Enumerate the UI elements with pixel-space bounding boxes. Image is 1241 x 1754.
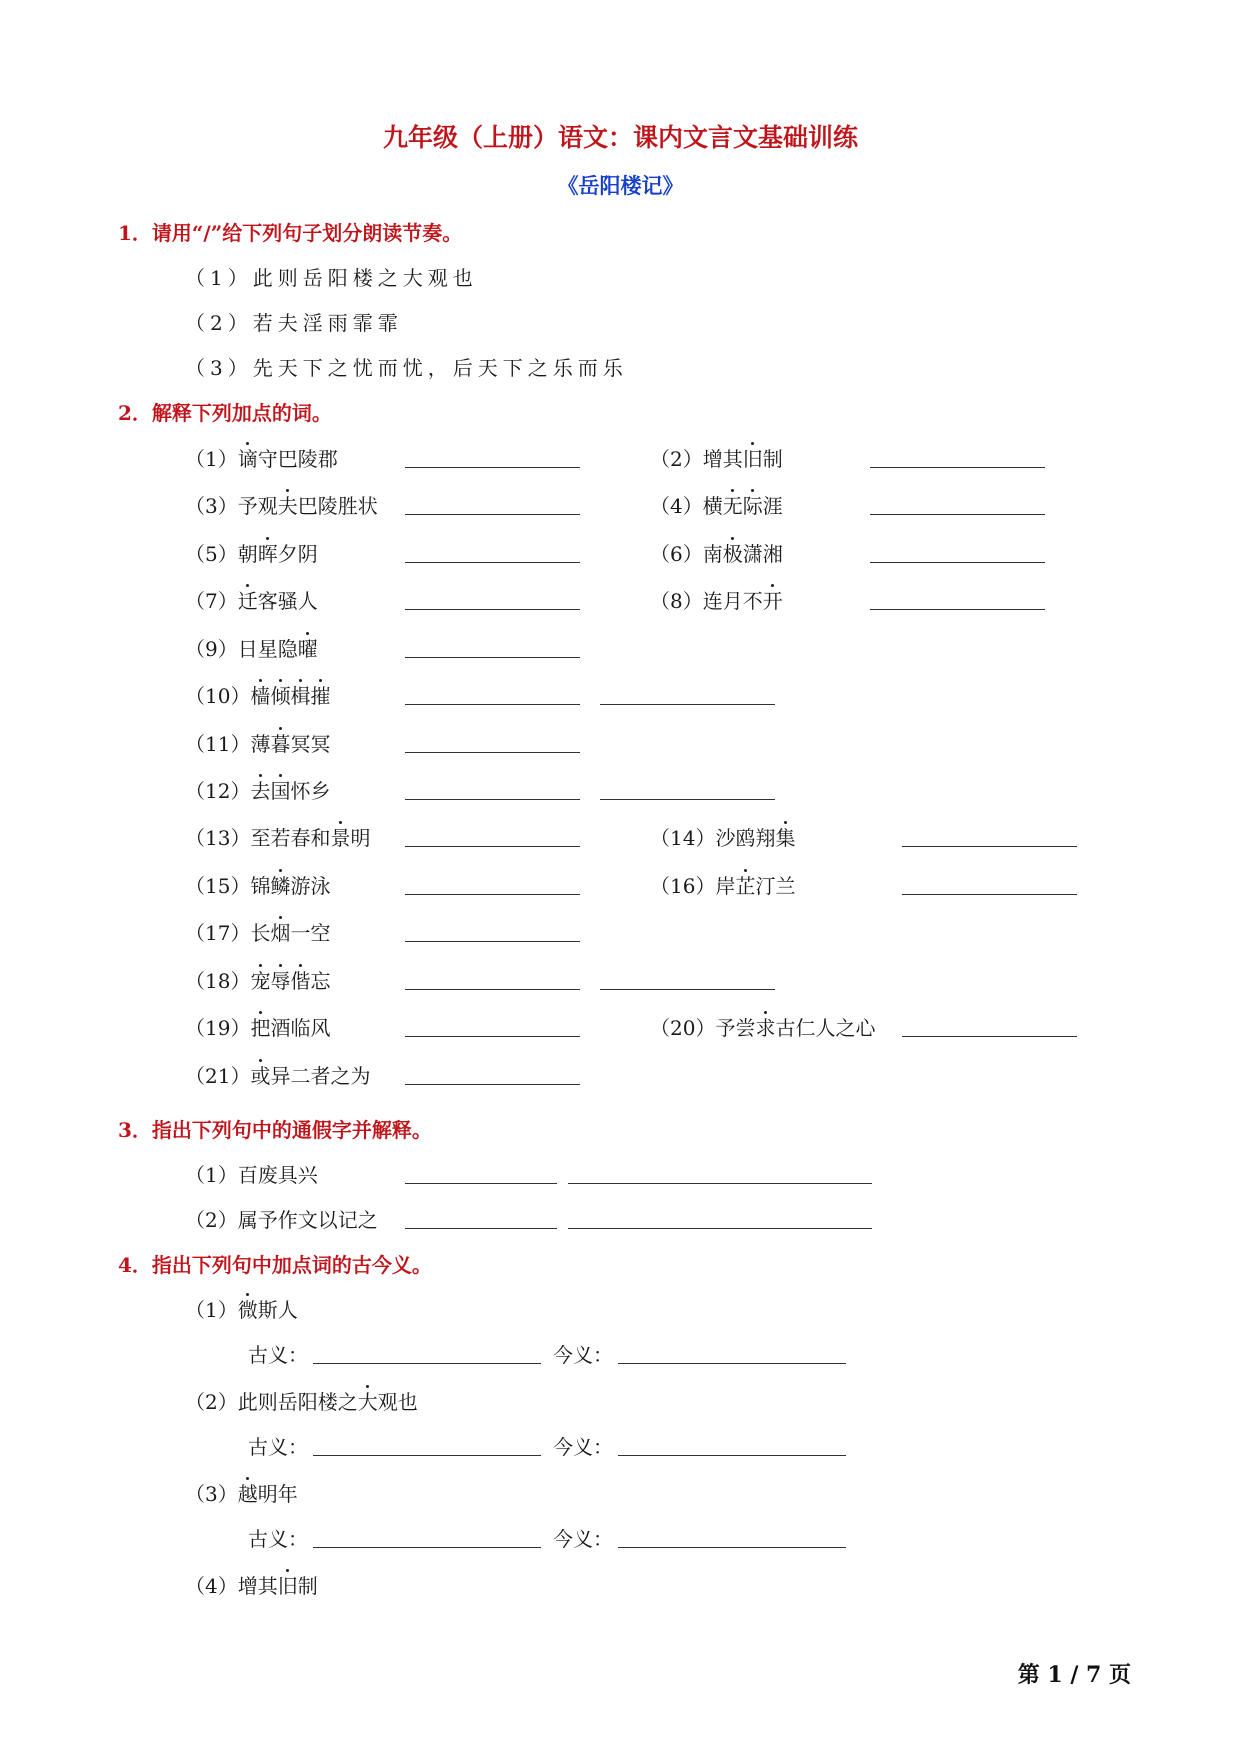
- section-2-heading: 2．解释下列加点的词。: [118, 401, 332, 425]
- dotted-char: 旧: [742, 447, 763, 471]
- item-text: 朝: [237, 542, 258, 566]
- item-text: 观也: [377, 1390, 418, 1414]
- dotted-char: 或: [250, 1064, 271, 1088]
- s2-blank-18-2[interactable]: [600, 989, 775, 990]
- s2-item-12: [185, 775, 330, 804]
- s2-blank-6-1[interactable]: [870, 562, 1045, 563]
- modern-meaning-label: 今义：: [553, 1435, 613, 1459]
- s2-item-3: [185, 490, 378, 519]
- modern-meaning-label: 今义：: [553, 1343, 613, 1367]
- item-number: （6）: [650, 542, 703, 566]
- s2-blank-10-1[interactable]: [405, 704, 580, 705]
- s2-item-8: [650, 585, 783, 614]
- item-text: 冥冥: [290, 732, 331, 756]
- s3-blank-char-1[interactable]: [405, 1183, 557, 1184]
- dotted-char: 倾: [270, 684, 291, 708]
- item-number: （4）: [650, 494, 703, 518]
- s2-item-9: [185, 633, 318, 662]
- item-text: 制: [297, 1574, 318, 1598]
- section-4-heading: 4．指出下列句中加点词的古今义。: [118, 1253, 432, 1277]
- item-text: 汀兰: [755, 874, 796, 898]
- dotted-char: 集: [775, 826, 796, 850]
- item-text: 连月不: [702, 589, 763, 613]
- s2-blank-10-2[interactable]: [600, 704, 775, 705]
- s2-blank-16-1[interactable]: [902, 894, 1077, 895]
- item-text: 怀乡: [290, 779, 331, 803]
- ancient-meaning-label: 古义：: [248, 1343, 308, 1367]
- s2-blank-21-1[interactable]: [405, 1084, 580, 1085]
- page-number: 第 1 / 7 页: [1017, 1662, 1131, 1688]
- s4-item-1: [185, 1294, 298, 1323]
- item-number: （12）: [185, 779, 251, 803]
- s2-blank-7-1[interactable]: [405, 609, 580, 610]
- item-number: （19）: [185, 1016, 251, 1040]
- s4-modern-blank-1[interactable]: [618, 1363, 846, 1364]
- s2-blank-19-1[interactable]: [405, 1036, 580, 1037]
- s2-item-20: [650, 1012, 875, 1041]
- dotted-char: 迁: [237, 589, 258, 613]
- s4-item-2: [185, 1386, 418, 1415]
- s1-item-3: （3）先天下之忧而忧，后天下之乐而乐: [185, 356, 628, 380]
- item-number: （4）: [185, 1574, 238, 1598]
- item-text: 长: [250, 921, 271, 945]
- s2-item-15: [185, 870, 330, 899]
- item-text: 忘: [310, 969, 331, 993]
- s2-item-4: [650, 490, 783, 519]
- item-number: （13）: [185, 826, 251, 850]
- item-text: 酒临风: [270, 1016, 331, 1040]
- s2-item-10: [185, 680, 330, 709]
- item-text: 予观: [237, 494, 278, 518]
- item-text: 予尝: [715, 1016, 756, 1040]
- item-text: 横: [702, 494, 723, 518]
- s2-item-19: [185, 1012, 330, 1041]
- item-text: 明年: [257, 1482, 298, 1506]
- dotted-char: 烟: [270, 921, 291, 945]
- section-1-heading: 1．请用“/”给下列句子划分朗读节奏。: [118, 221, 463, 245]
- item-text: 涯: [762, 494, 783, 518]
- item-text: 至若春和: [250, 826, 331, 850]
- dotted-char: 大: [357, 1390, 378, 1414]
- s3-blank-char-2[interactable]: [405, 1228, 557, 1229]
- item-number: （2）: [650, 447, 703, 471]
- item-text: 游泳: [290, 874, 331, 898]
- item-text: 巴陵胜状: [297, 494, 378, 518]
- item-text: 异二者之为: [270, 1064, 371, 1088]
- s2-blank-4-1[interactable]: [870, 514, 1045, 515]
- item-text: 增其: [702, 447, 743, 471]
- ancient-meaning-label: 古义：: [248, 1527, 308, 1551]
- s2-item-14: [650, 822, 795, 851]
- s3-blank-meaning-2[interactable]: [568, 1228, 872, 1229]
- item-text: 沙鸥翔: [715, 826, 776, 850]
- item-text: 客骚人: [257, 589, 318, 613]
- s4-modern-blank-2[interactable]: [618, 1455, 846, 1456]
- item-number: （16）: [650, 874, 716, 898]
- s2-blank-12-1[interactable]: [405, 799, 580, 800]
- s3-item-2: （2）属予作文以记之: [185, 1208, 378, 1232]
- dotted-char: 偕: [290, 969, 311, 993]
- s2-blank-14-1[interactable]: [902, 846, 1077, 847]
- dotted-char: 鳞: [270, 874, 291, 898]
- item-number: （1）: [185, 1298, 238, 1322]
- dotted-char: 求: [755, 1016, 776, 1040]
- s3-blank-meaning-1[interactable]: [568, 1183, 872, 1184]
- item-number: （17）: [185, 921, 251, 945]
- dotted-char: 晖: [257, 542, 278, 566]
- s3-item-1: （1）百废具兴: [185, 1163, 318, 1187]
- item-text: 增其: [237, 1574, 278, 1598]
- item-text: 斯人: [257, 1298, 298, 1322]
- item-number: （1）: [185, 447, 238, 471]
- s2-item-6: [650, 538, 783, 567]
- modern-meaning-label: 今义：: [553, 1527, 613, 1551]
- s2-blank-15-1[interactable]: [405, 894, 580, 895]
- dotted-char: 越: [237, 1482, 258, 1506]
- item-text: 薄: [250, 732, 271, 756]
- dotted-char: 暮: [270, 732, 291, 756]
- s4-ancient-blank-2[interactable]: [313, 1455, 541, 1456]
- item-text: 守巴陵郡: [257, 447, 338, 471]
- dotted-char: 无: [722, 494, 743, 518]
- dotted-char: 摧: [310, 684, 331, 708]
- s2-blank-11-1[interactable]: [405, 752, 580, 753]
- s2-item-7: [185, 585, 318, 614]
- dotted-char: 去: [250, 779, 271, 803]
- item-number: （15）: [185, 874, 251, 898]
- s2-blank-2-1[interactable]: [870, 467, 1045, 468]
- dotted-char: 景: [330, 826, 351, 850]
- s2-item-13: [185, 822, 370, 851]
- item-text: 潇湘: [742, 542, 783, 566]
- dotted-char: 把: [250, 1016, 271, 1040]
- s2-blank-20-1[interactable]: [902, 1036, 1077, 1037]
- dotted-char: 开: [762, 589, 783, 613]
- item-text: 岸: [715, 874, 736, 898]
- s2-blank-13-1[interactable]: [405, 846, 580, 847]
- dotted-char: 宠: [250, 969, 271, 993]
- s1-item-2: （2）若夫淫雨霏霏: [185, 311, 403, 335]
- item-text: 锦: [250, 874, 271, 898]
- item-text: 日星隐: [237, 637, 298, 661]
- section-3-heading: 3．指出下列句中的通假字并解释。: [118, 1118, 432, 1142]
- dotted-char: 国: [270, 779, 291, 803]
- dotted-char: 极: [722, 542, 743, 566]
- s2-item-21: [185, 1060, 370, 1089]
- item-text: 此则岳阳楼之: [237, 1390, 358, 1414]
- s2-blank-17-1[interactable]: [405, 941, 580, 942]
- dotted-char: 曜: [297, 637, 318, 661]
- item-number: （3）: [185, 1482, 238, 1506]
- item-number: （20）: [650, 1016, 716, 1040]
- item-number: （5）: [185, 542, 238, 566]
- dotted-char: 际: [742, 494, 763, 518]
- item-number: （8）: [650, 589, 703, 613]
- s2-blank-1-1[interactable]: [405, 467, 580, 468]
- ancient-meaning-label: 古义：: [248, 1435, 308, 1459]
- dotted-char: 辱: [270, 969, 291, 993]
- dotted-char: 旧: [277, 1574, 298, 1598]
- item-number: （21）: [185, 1064, 251, 1088]
- s4-item-3: [185, 1478, 298, 1507]
- s4-modern-blank-3[interactable]: [618, 1547, 846, 1548]
- s4-ancient-blank-1[interactable]: [313, 1363, 541, 1364]
- page-title: 九年级（上册）语文：课内文言文基础训练: [382, 123, 858, 152]
- dotted-char: 楫: [290, 684, 311, 708]
- s2-item-2: [650, 443, 783, 472]
- item-number: （3）: [185, 494, 238, 518]
- s2-blank-3-1[interactable]: [405, 514, 580, 515]
- s2-blank-8-1[interactable]: [870, 609, 1045, 610]
- s2-item-5: [185, 538, 318, 567]
- s2-blank-18-1[interactable]: [405, 989, 580, 990]
- s2-blank-9-1[interactable]: [405, 657, 580, 658]
- s4-ancient-blank-3[interactable]: [313, 1547, 541, 1548]
- page-subtitle: 《岳阳楼记》: [557, 173, 684, 198]
- s2-item-16: [650, 870, 795, 899]
- dotted-char: 夫: [277, 494, 298, 518]
- s2-item-11: [185, 728, 330, 757]
- item-text: 夕阴: [277, 542, 318, 566]
- s2-item-17: [185, 917, 330, 946]
- dotted-char: 芷: [735, 874, 756, 898]
- s2-item-18: [185, 965, 330, 994]
- item-text: 南: [702, 542, 723, 566]
- item-number: （9）: [185, 637, 238, 661]
- item-number: （11）: [185, 732, 251, 756]
- s2-blank-12-2[interactable]: [600, 799, 775, 800]
- s4-item-4: [185, 1570, 318, 1599]
- item-text: 制: [762, 447, 783, 471]
- dotted-char: 谪: [237, 447, 258, 471]
- s2-item-1: [185, 443, 338, 472]
- item-number: （10）: [185, 684, 251, 708]
- item-number: （14）: [650, 826, 716, 850]
- dotted-char: 樯: [250, 684, 271, 708]
- item-number: （7）: [185, 589, 238, 613]
- s1-item-1: （1）此则岳阳楼之大观也: [185, 266, 478, 290]
- item-text: 明: [350, 826, 371, 850]
- item-number: （2）: [185, 1390, 238, 1414]
- item-text: 古仁人之心: [775, 1016, 876, 1040]
- dotted-char: 微: [237, 1298, 258, 1322]
- s2-blank-5-1[interactable]: [405, 562, 580, 563]
- item-text: 一空: [290, 921, 331, 945]
- item-number: （18）: [185, 969, 251, 993]
